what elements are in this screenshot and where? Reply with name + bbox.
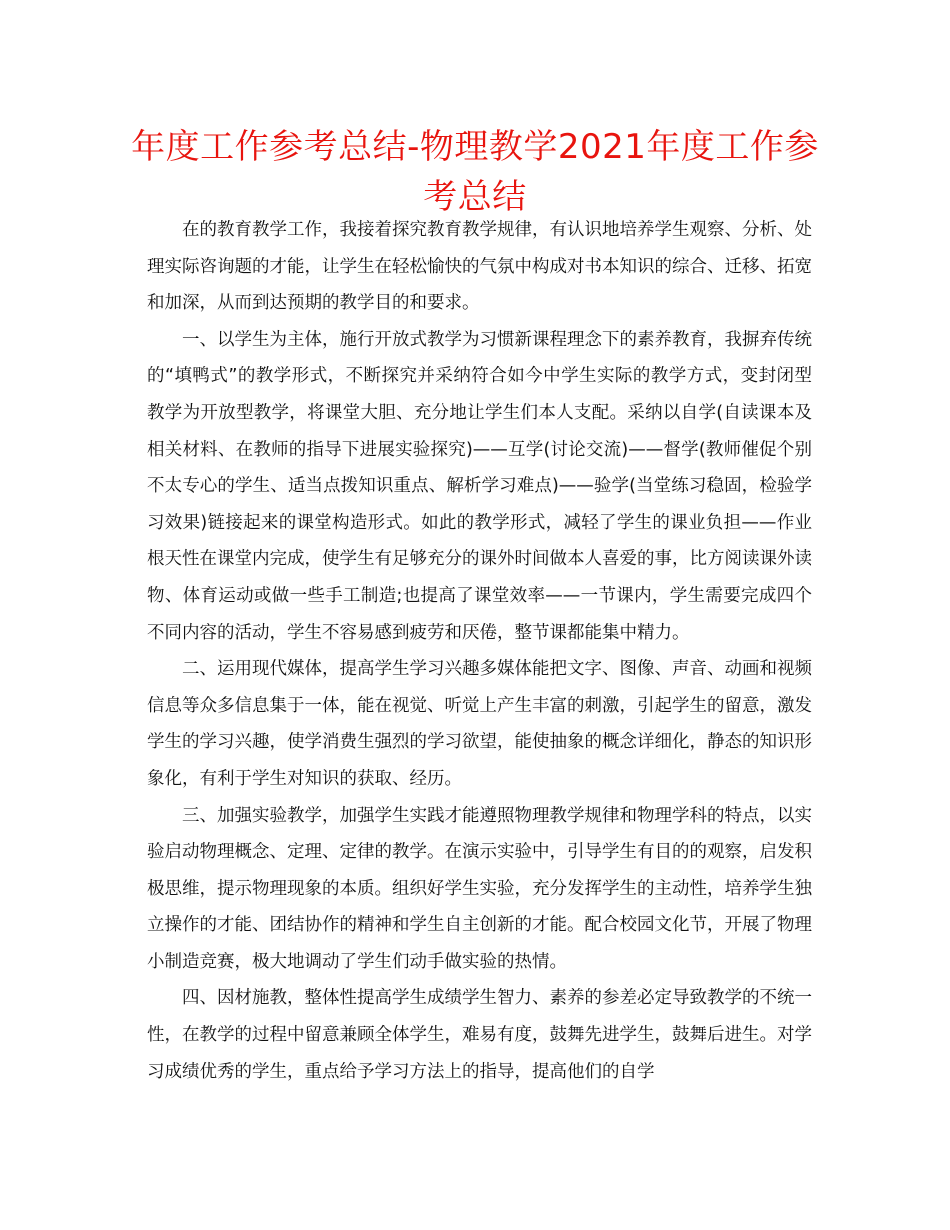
paragraph-section-2: 二、运用现代媒体，提高学生学习兴趣多媒体能把文字、图像、声音、动画和视频信息等众多信息集于一体，能在视觉、听觉上产生丰富的刺激，引起学生的留意，激发学生的学习兴趣，使学消费生强烈的学习欲望，能使抽象的概念详细化，静态的知识形象化，有利于学生对知识的获取、经历。 xyxy=(147,659,812,789)
document-body xyxy=(147,212,812,1090)
paragraph-intro: 在的教育教学工作，我接着探究教育教学规律，有认识地培养学生观察、分析、处理实际咨询题的才能，让学生在轻松愉快的气氛中构成对书本知识的综合、迁移、拓宽和加深，从而到达预期的教学目的和要求。 xyxy=(147,220,812,314)
paragraph-section-3: 三、加强实验教学，加强学生实践才能遵照物理教学规律和物理学科的特点，以实验启动物理概念、定理、定律的教学。在演示实验中，引导学生有目的的观察，启发积极思维，提示物理现象的本质。组织好学生实验，充分发挥学生的主动性，培养学生独立操作的才能、团结协作的精神和学生自主创新的才能。配合校园文化节，开展了物理小制造竞赛，极大地调动了学生们动手做实验的热情。 xyxy=(147,805,812,972)
paragraph-section-1: 一、以学生为主体，施行开放式教学为习惯新课程理念下的素养教育，我摒弃传统的“填鸭式”的教学形式，不断探究并采纳符合如今中学生实际的教学方式，变封闭型教学为开放型教学，将课堂大胆、充分地让学生们本人支配。采纳以自学(自读课本及相关材料、在教师的指导下进展实验探究)——互学(讨论交流)——督学(教师催促个别不太专心的学生、适当点拨知识重点、解析学习难点)——验学(当堂练习稳固，检验学习效果)链接起来的课堂构造形式。如此的教学形式，减轻了学生的课业负担——作业根天性在课堂内完成，使学生有足够充分的课外时间做本人喜爱的事，比方阅读课外读物、体育运动或做一些手工制造;也提高了课堂效率——一节课内，学生需要完成四个不同内容的活动，学生不容易感到疲劳和厌倦，整节课都能集中精力。 xyxy=(147,329,812,643)
document-title: 年度工作参考总结-物理教学2021年度工作参考总结 xyxy=(131,127,819,217)
paragraph-section-4: 四、因材施教，整体性提高学生成绩学生智力、素养的参差必定导致教学的不统一性，在教学的过程中留意兼顾全体学生，难易有度，鼓舞先进学生，鼓舞后进生。对学习成绩优秀的学生，重点给予学习方法上的指导，提高他们的自学 xyxy=(147,988,812,1082)
